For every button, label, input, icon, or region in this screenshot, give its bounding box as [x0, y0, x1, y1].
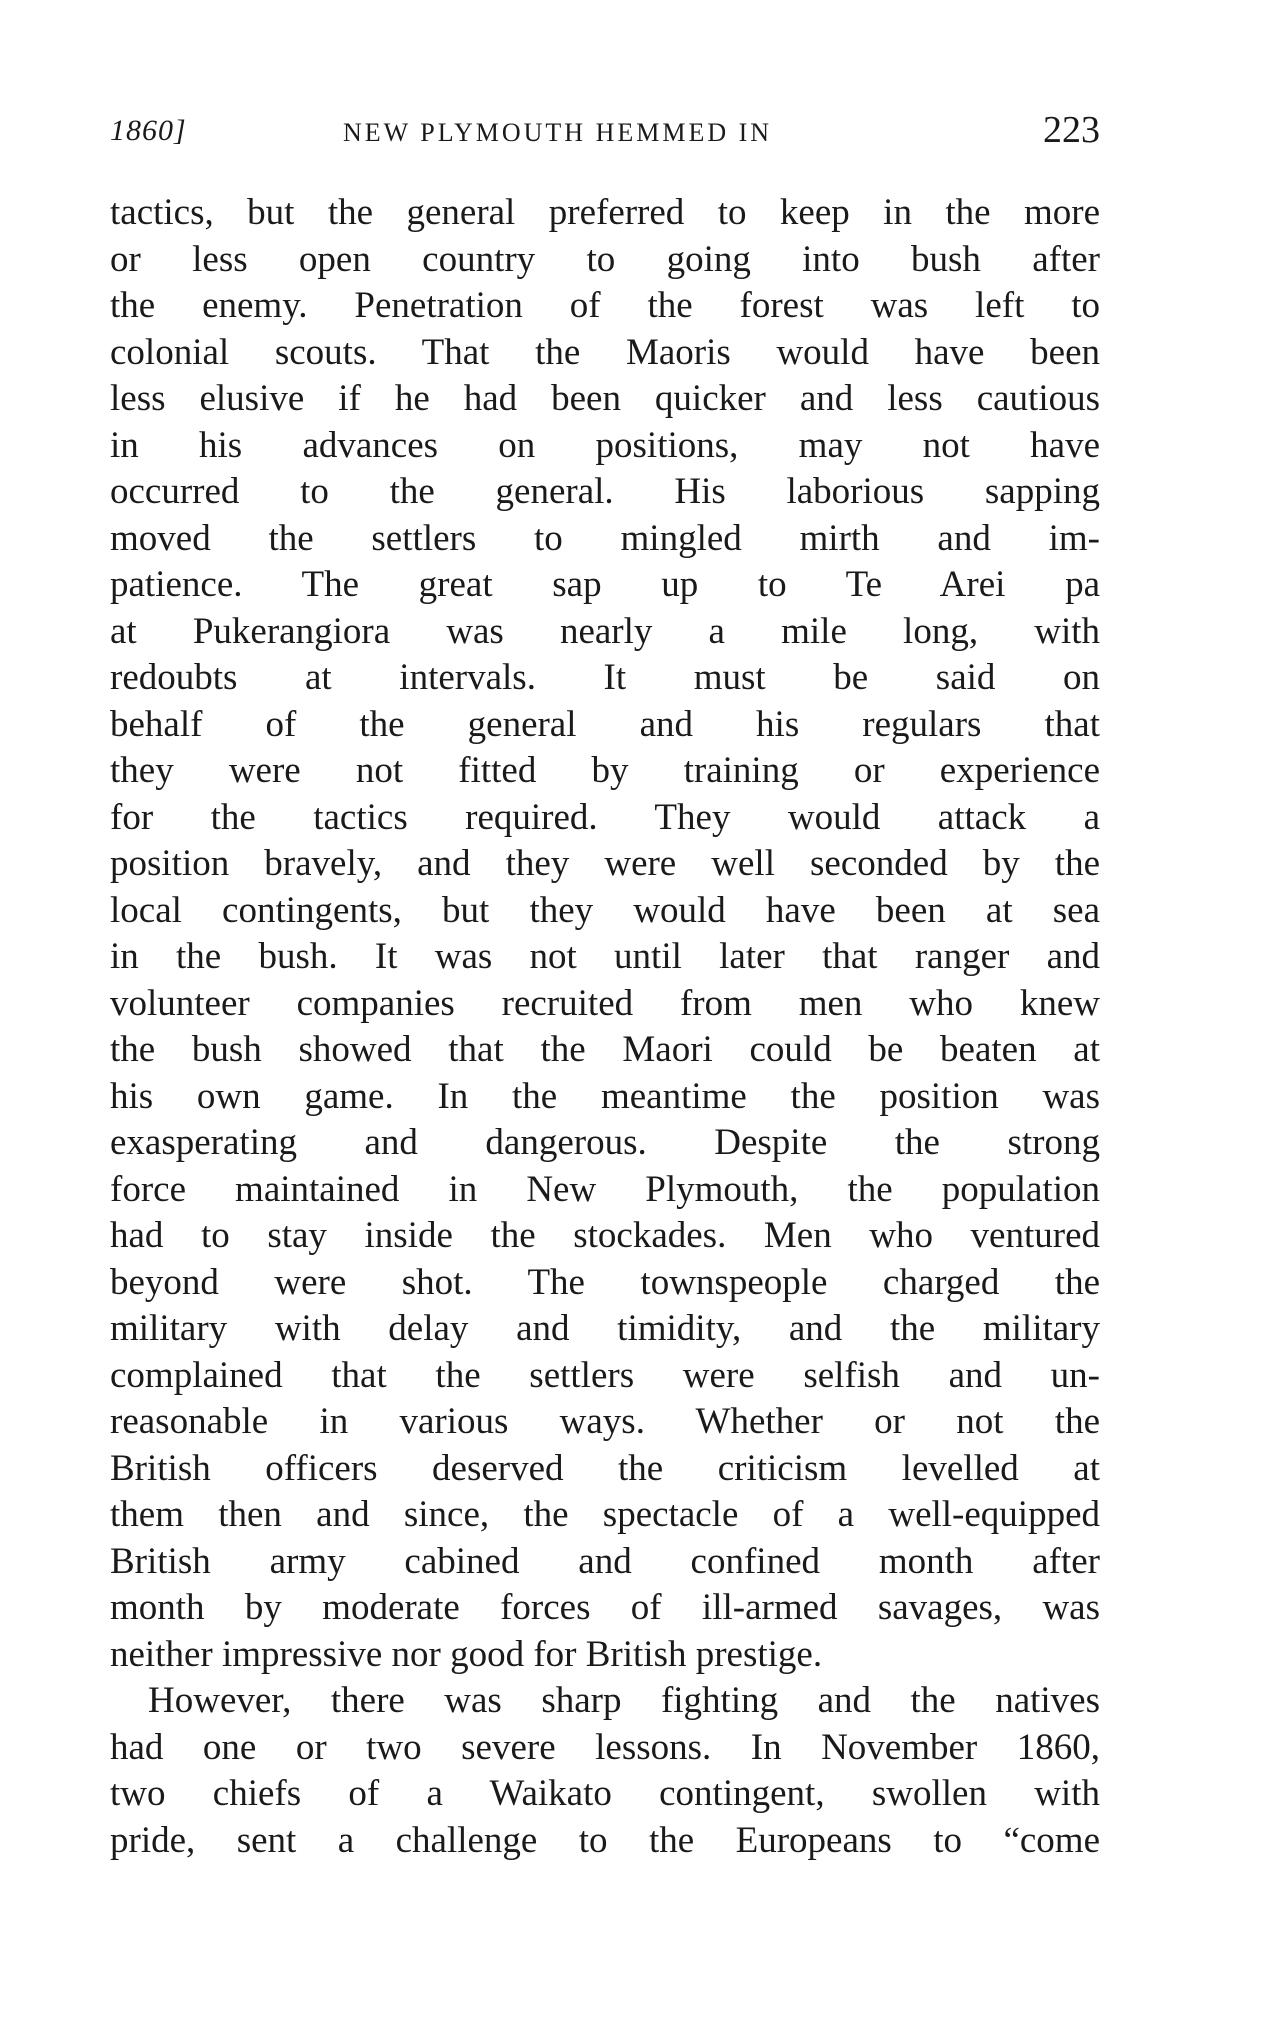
- text-line: pride, sent a challenge to the Europeans to “come: [110, 1819, 1100, 1861]
- header-title: NEW PLYMOUTH HEMMED IN: [343, 118, 773, 147]
- page-number: 223: [1043, 109, 1100, 151]
- paragraph-1: [110, 190, 1100, 1678]
- text-line: tactics, but the general preferred to keep in the more: [110, 192, 1100, 233]
- text-line: had to stay inside the stockades. Men who ventured: [110, 1215, 1100, 1256]
- text-line: However, there was sharp fighting and the natives: [148, 1680, 1100, 1721]
- text-line: two chiefs of a Waikato contingent, swollen with: [110, 1773, 1100, 1814]
- running-header: [110, 108, 1100, 168]
- text-line: British officers deserved the criticism levelled at: [110, 1447, 1100, 1489]
- text-line: had one or two severe lessons. In November 1860,: [110, 1726, 1100, 1768]
- text-line: force maintained in New Plymouth, the population: [110, 1168, 1100, 1210]
- text-line: month by moderate forces of ill-armed savages, was: [110, 1587, 1100, 1628]
- text-line: reasonable in various ways. Whether or not the: [110, 1401, 1100, 1442]
- text-line: they were not fitted by training or experience: [110, 750, 1100, 791]
- text-line: the enemy. Penetration of the forest was left to: [110, 285, 1100, 326]
- text-line: for the tactics required. They would attack a: [110, 796, 1100, 838]
- text-line: British army cabined and confined month after: [110, 1540, 1100, 1582]
- body-text: [110, 190, 1100, 1864]
- text-line: volunteer companies recruited from men who knew: [110, 982, 1100, 1024]
- text-line: exasperating and dangerous. Despite the strong: [110, 1122, 1100, 1163]
- text-line: local contingents, but they would have been at sea: [110, 889, 1100, 931]
- paragraph-2: [110, 1678, 1100, 1864]
- text-line: position bravely, and they were well seconded by the: [110, 843, 1100, 884]
- header-year: 1860]: [110, 114, 187, 147]
- text-line: his own game. In the meantime the position was: [110, 1075, 1100, 1117]
- text-line: moved the settlers to mingled mirth and im-: [110, 517, 1100, 559]
- text-line: beyond were shot. The townspeople charged the: [110, 1261, 1100, 1303]
- text-line: redoubts at intervals. It must be said on: [110, 657, 1100, 698]
- text-line: complained that the settlers were selfish and un-: [110, 1354, 1100, 1396]
- text-line: less elusive if he had been quicker and less cautious: [110, 378, 1100, 419]
- text-line: military with delay and timidity, and the military: [110, 1308, 1100, 1349]
- text-line: occurred to the general. His laborious sapping: [110, 471, 1100, 512]
- text-line: in the bush. It was not until later that ranger and: [110, 936, 1100, 977]
- text-line: colonial scouts. That the Maoris would have been: [110, 331, 1100, 373]
- text-line: or less open country to going into bush after: [110, 238, 1100, 280]
- text-line: in his advances on positions, may not have: [110, 424, 1100, 466]
- text-line: patience. The great sap up to Te Arei pa: [110, 564, 1100, 605]
- text-line: the bush showed that the Maori could be beaten at: [110, 1029, 1100, 1070]
- text-line: at Pukerangiora was nearly a mile long, with: [110, 610, 1100, 652]
- text-line: behalf of the general and his regulars that: [110, 703, 1100, 745]
- text-line: neither impressive nor good for British prestige.: [110, 1633, 823, 1675]
- text-line: them then and since, the spectacle of a well-equipped: [110, 1494, 1100, 1535]
